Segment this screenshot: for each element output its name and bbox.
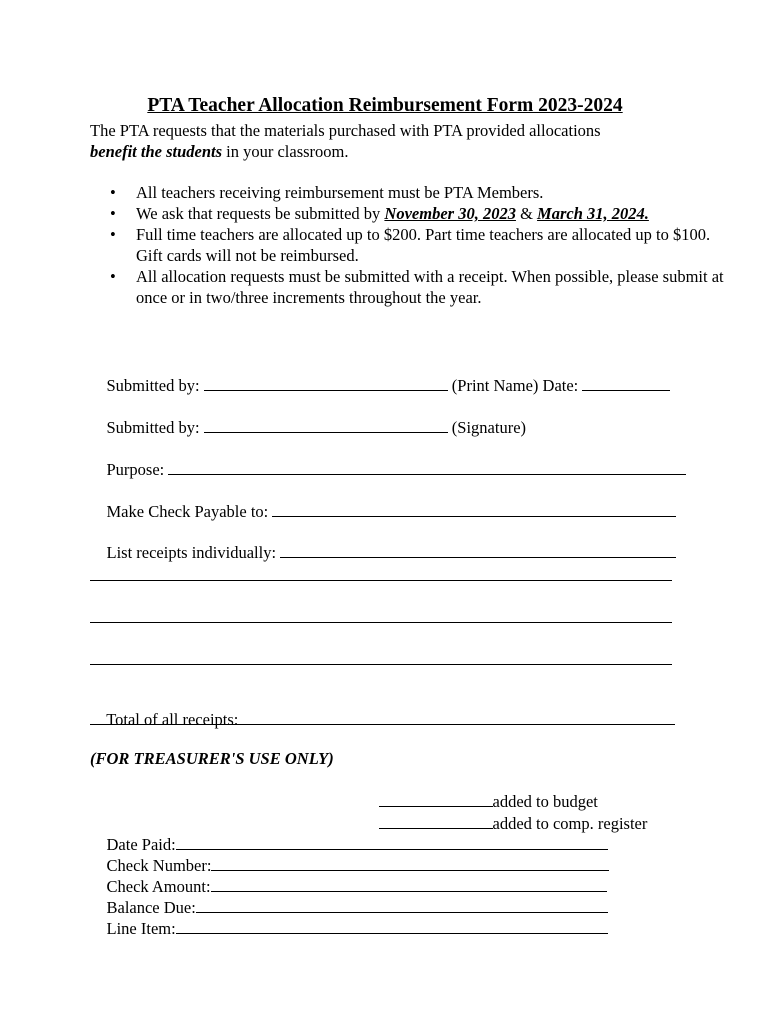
line-item-row (90, 897, 608, 960)
date-paid-label: Date Paid: (106, 835, 176, 854)
receipts-line[interactable] (90, 580, 672, 581)
bullet-text-receipt: All allocation requests must be submitted with a receipt. When possible, please submit at once or in two/three increments throughout the year. (136, 267, 724, 307)
receipts-line[interactable] (90, 622, 672, 623)
total-extra-line[interactable] (90, 724, 672, 725)
purpose-field[interactable] (168, 459, 686, 475)
receipts-line[interactable] (90, 664, 672, 665)
total-row (90, 688, 675, 751)
list-item (136, 224, 736, 266)
balance-due-label: Balance Due: (106, 898, 196, 917)
bullet-text-membership: All teachers receiving reimbursement must be PTA Members. (136, 183, 544, 202)
signature-label: (Signature) (447, 418, 527, 437)
total-field[interactable] (243, 709, 675, 725)
list-item (136, 266, 736, 308)
deadline-date-2: March 31, 2024. (537, 204, 649, 223)
submitted-by-label: Submitted by: (106, 418, 204, 437)
line-item-label: Line Item: (106, 919, 176, 938)
total-label: Total of all receipts: (106, 710, 243, 729)
treasurer-heading: (FOR TREASURER'S USE ONLY) (90, 749, 334, 768)
payable-field[interactable] (272, 501, 676, 517)
instructions-list (90, 182, 736, 308)
line-item-field[interactable] (176, 918, 608, 934)
receipts-label: List receipts individually: (106, 543, 281, 562)
intro-emphasis: benefit the students (90, 142, 223, 161)
list-item (136, 182, 736, 203)
bullet-text-allocation: Full time teachers are allocated up to $200. Part time teachers are allocated up to $100. Gift cards will not be reimbursed. (136, 225, 711, 265)
date-field[interactable] (582, 375, 670, 391)
deadline-date-1: November 30, 2023 (384, 204, 516, 223)
submitted-by-label: Submitted by: (106, 376, 204, 395)
receipts-field[interactable] (280, 542, 676, 558)
added-comp-label: added to comp. register (492, 814, 648, 833)
check-number-label: Check Number: (106, 856, 212, 875)
intro-rest: in your classroom. (222, 142, 349, 161)
added-budget-label: added to budget (492, 792, 598, 811)
page-title: PTA Teacher Allocation Reimbursement Form 2023-2024 (147, 95, 623, 116)
print-name-field[interactable] (204, 375, 448, 391)
print-name-date-label: (Print Name) Date: (447, 376, 583, 395)
intro-line: The PTA requests that the materials purchased with PTA provided allocations (90, 121, 601, 140)
purpose-label: Purpose: (106, 460, 169, 479)
payable-label: Make Check Payable to: (106, 502, 273, 521)
bullet-text-deadline: We ask that requests be submitted by (136, 204, 385, 223)
check-amount-label: Check Amount: (106, 877, 211, 896)
intro-paragraph (90, 120, 690, 162)
signature-field[interactable] (204, 417, 448, 433)
receipts-row (90, 521, 676, 584)
list-item (136, 203, 736, 224)
deadline-amp: & (515, 204, 538, 223)
